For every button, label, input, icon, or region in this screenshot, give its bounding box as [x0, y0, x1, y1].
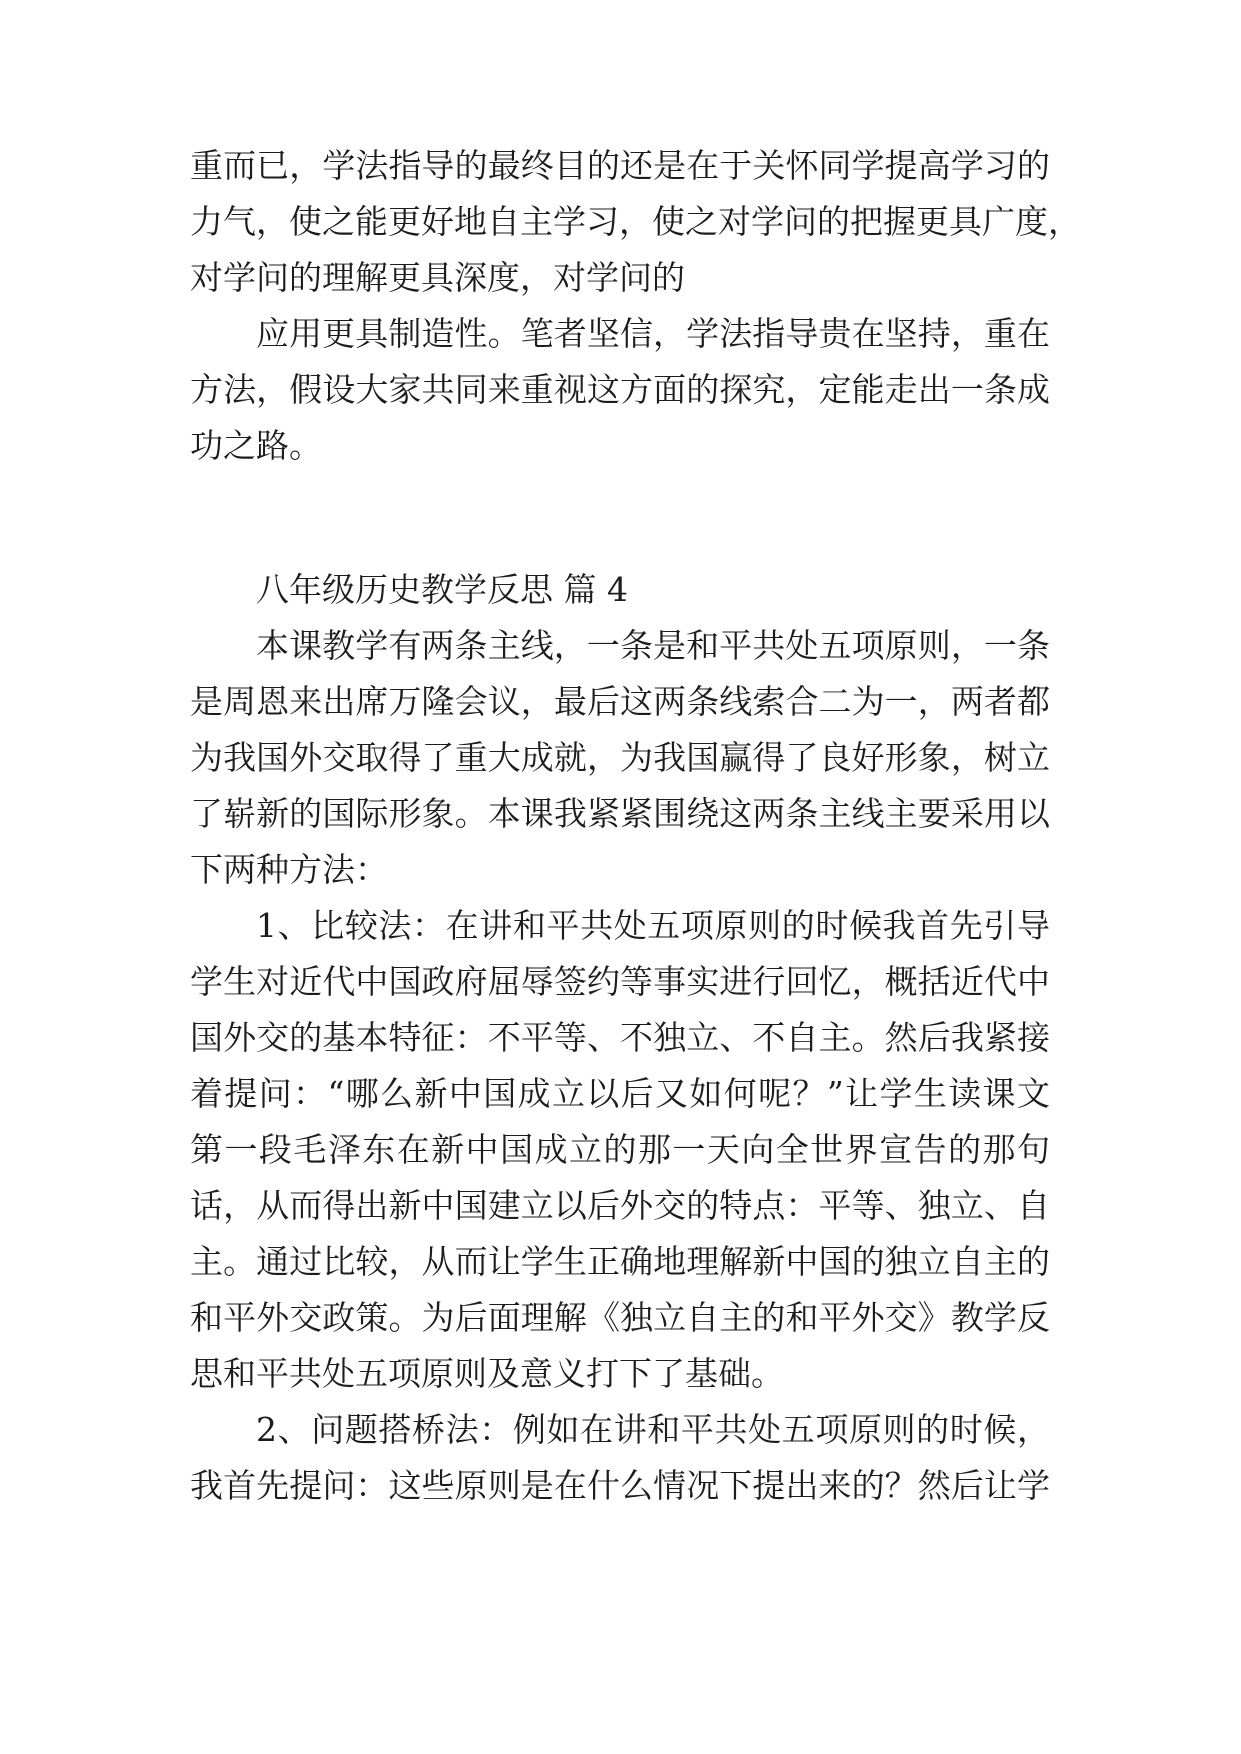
paragraph-line: 为我国外交取得了重大成就，为我国赢得了良好形象，树立	[190, 738, 1050, 777]
paragraph-line: 学生对近代中国政府屈辱签约等事实进行回忆，概括近代中	[190, 962, 1050, 1001]
paragraph-line: 着提问：“哪么新中国成立以后又如何呢？”让学生读课文	[190, 1074, 1050, 1113]
paragraph-line: 话，从而得出新中国建立以后外交的特点：平等、独立、自	[190, 1186, 1050, 1225]
paragraph-line: 重而已，学法指导的最终目的还是在于关怀同学提高学习的	[190, 146, 1050, 185]
paragraph-line: 国外交的基本特征：不平等、不独立、不自主。然后我紧接	[190, 1018, 1050, 1057]
paragraph-line: 第一段毛泽东在新中国成立的那一天向全世界宣告的那句	[190, 1130, 1050, 1169]
paragraph-line: 功之路。	[190, 426, 322, 465]
paragraph-line: 思和平共处五项原则及意义打下了基础。	[190, 1354, 784, 1393]
paragraph-line: 和平外交政策。为后面理解《独立自主的和平外交》教学反	[190, 1298, 1050, 1337]
paragraph-line: 力气，使之能更好地自主学习，使之对学问的把握更具广度，	[190, 202, 1081, 241]
paragraph-line: 主。通过比较，从而让学生正确地理解新中国的独立自主的	[190, 1242, 1050, 1281]
paragraph-line: 1、比较法：在讲和平共处五项原则的时候我首先引导	[256, 906, 1050, 945]
paragraph-line: 方法，假设大家共同来重视这方面的探究，定能走出一条成	[190, 370, 1050, 409]
paragraph-line: 是周恩来出席万隆会议，最后这两条线索合二为一，两者都	[190, 682, 1050, 721]
paragraph-line: 了崭新的国际形象。本课我紧紧围绕这两条主线主要采用以	[190, 794, 1050, 833]
paragraph-line: 本课教学有两条主线，一条是和平共处五项原则，一条	[256, 626, 1050, 665]
paragraph-line: 下两种方法：	[190, 850, 388, 889]
paragraph-line: 应用更具制造性。笔者坚信，学法指导贵在坚持，重在	[256, 314, 1050, 353]
section-heading: 八年级历史教学反思 篇 4	[256, 570, 628, 609]
paragraph-line: 我首先提问：这些原则是在什么情况下提出来的？然后让学	[190, 1466, 1050, 1505]
paragraph-line: 对学问的理解更具深度，对学问的	[190, 258, 685, 297]
paragraph-line: 2、问题搭桥法：例如在讲和平共处五项原则的时候，	[256, 1410, 1050, 1449]
